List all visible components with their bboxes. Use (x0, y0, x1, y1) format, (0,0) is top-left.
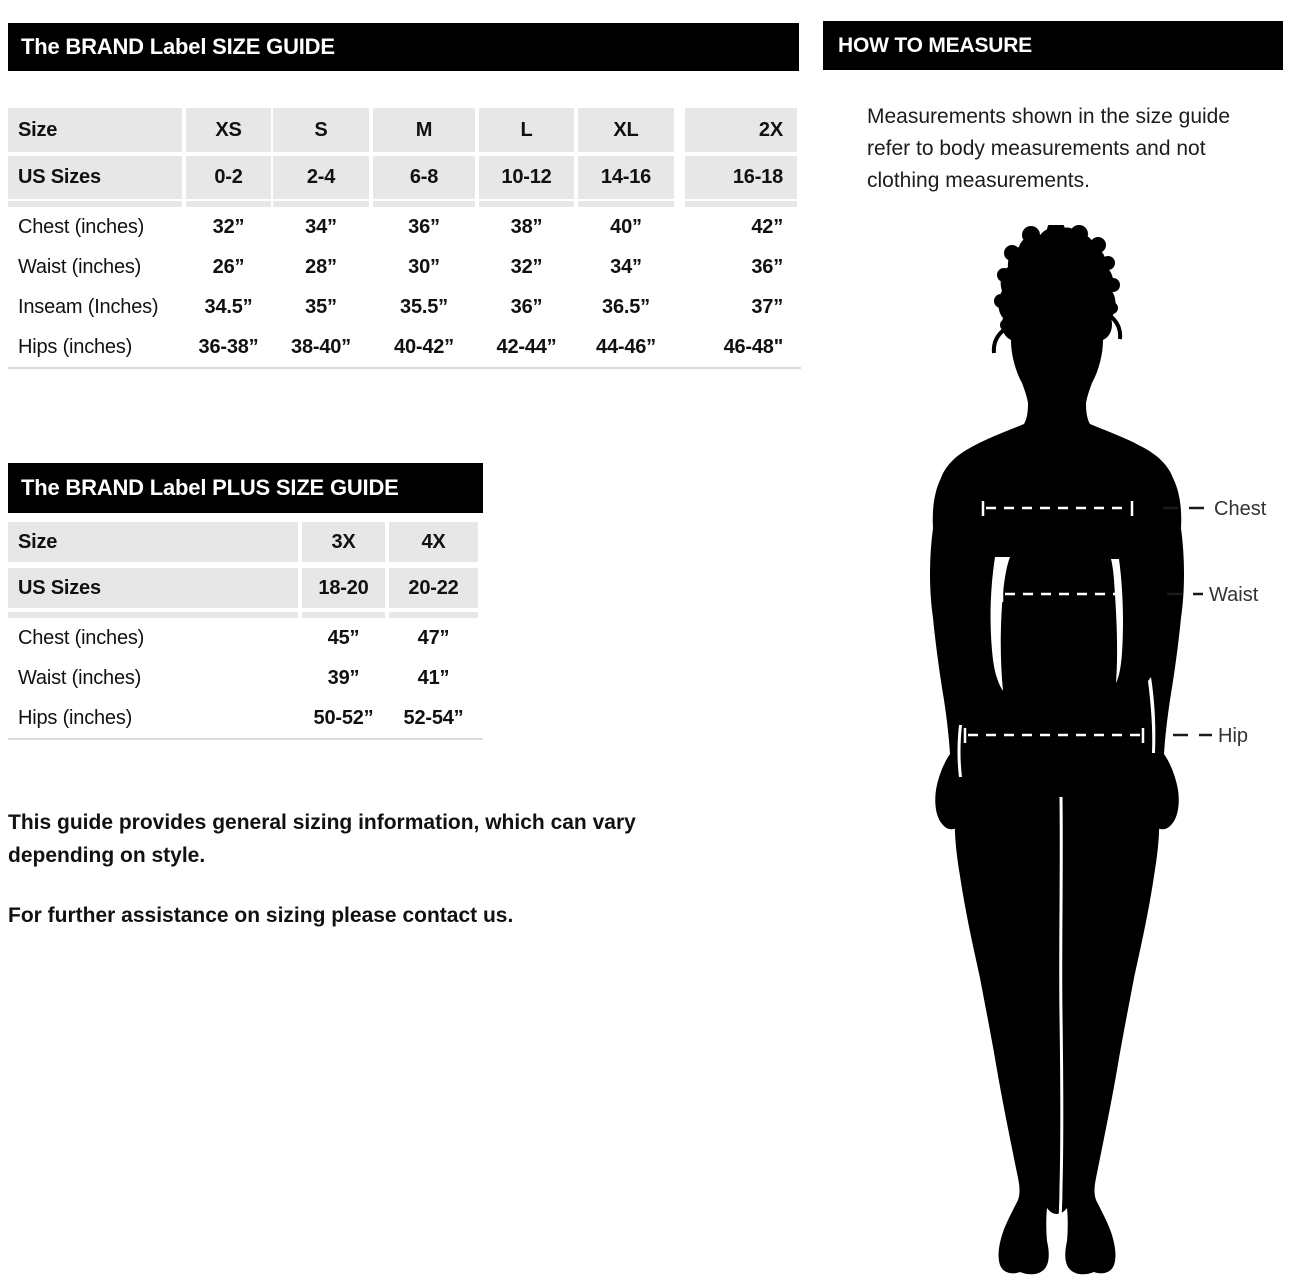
size-guide-title-bar (8, 23, 799, 71)
cell: 42” (751, 215, 783, 238)
cell: 36” (751, 255, 783, 278)
cell: 10-12 (479, 156, 574, 199)
cell: 35” (305, 295, 337, 318)
hip-label: Hip (1218, 725, 1249, 747)
cell: 47” (417, 626, 450, 649)
cell: 40” (610, 215, 642, 238)
cell: 39” (327, 666, 360, 689)
row-label: Inseam (Inches) (18, 295, 159, 318)
measure-description (867, 101, 1297, 197)
how-to-measure-title-bar (823, 21, 1283, 70)
cell: 28” (305, 255, 337, 278)
table-bottom-border (8, 738, 483, 740)
cell: 34” (610, 255, 642, 278)
cell: 34.5” (204, 295, 253, 318)
waist-label: Waist (1209, 584, 1259, 606)
cell: 36-38” (198, 335, 259, 358)
cell: 37” (751, 295, 783, 318)
header-cell: Size (8, 108, 182, 152)
cell: 45” (327, 626, 360, 649)
cell: 50-52” (313, 706, 374, 729)
chest-row (8, 618, 483, 658)
body-silhouette-figure (915, 225, 1305, 1282)
cell: 16-18 (685, 156, 797, 199)
header-cell: Size (8, 522, 298, 562)
size-guide-table (8, 108, 801, 367)
header-cell: M (373, 108, 475, 152)
plus-size-guide-title: The BRAND Label PLUS SIZE GUIDE (21, 475, 399, 500)
header-cell: 4X (389, 522, 478, 562)
size-header-row (8, 522, 483, 562)
plus-size-guide-table (8, 522, 483, 738)
cell: 2-4 (273, 156, 369, 199)
plus-size-guide-title-bar (8, 463, 483, 513)
inseam-row (8, 287, 801, 327)
header-cell: 3X (302, 522, 385, 562)
hair-wisp (994, 329, 1005, 353)
us-sizes-row (8, 568, 483, 608)
cell: 38” (510, 215, 543, 238)
cell: 42-44” (496, 335, 557, 358)
measure-description-line: Measurements shown in the size guide (867, 105, 1231, 128)
hips-row (8, 327, 801, 367)
header-cell: XL (578, 108, 674, 152)
measure-description-line: clothing measurements. (867, 169, 1090, 192)
table-bottom-border (8, 367, 801, 369)
header-cell: XS (186, 108, 271, 152)
size-header-row (8, 108, 801, 152)
cell: 41” (417, 666, 450, 689)
cell: 35.5” (400, 295, 448, 318)
cell: 6-8 (373, 156, 475, 199)
cell: 44-46” (596, 335, 656, 358)
cell: 26” (212, 255, 245, 278)
row-label: Chest (inches) (18, 626, 145, 649)
cell: 20-22 (389, 568, 478, 608)
body-silhouette (930, 225, 1184, 1274)
how-to-measure-title: HOW TO MEASURE (838, 33, 1032, 57)
chest-label: Chest (1214, 498, 1267, 520)
header-cell: S (273, 108, 369, 152)
cell: 36” (408, 215, 440, 238)
sizing-note-line: This guide provides general sizing information, which can vary (8, 811, 636, 834)
cell: 38-40” (291, 335, 351, 358)
size-guide-title: The BRAND Label SIZE GUIDE (21, 34, 335, 59)
row-label: US Sizes (8, 568, 298, 608)
cell: 30” (408, 255, 440, 278)
cell: 34” (305, 215, 337, 238)
row-label: Chest (inches) (18, 215, 145, 238)
header-cell: 2X (685, 108, 797, 152)
row-label: Hips (inches) (18, 335, 133, 358)
header-cell: L (479, 108, 574, 152)
hips-row (8, 698, 483, 738)
waist-row (8, 658, 483, 698)
cell: 18-20 (302, 568, 385, 608)
measure-description-line: refer to body measurements and not (867, 137, 1206, 160)
row-label: Waist (inches) (18, 666, 142, 689)
waist-row (8, 247, 801, 287)
cell: 36” (510, 295, 543, 318)
cell: 52-54” (403, 706, 464, 729)
sizing-note-line: depending on style. (8, 844, 206, 867)
cell: 36.5” (602, 295, 650, 318)
cell: 46-48" (723, 335, 783, 358)
body-outline (930, 228, 1184, 1275)
sizing-note (8, 806, 708, 872)
chest-row (8, 207, 801, 247)
cell: 0-2 (186, 156, 271, 199)
row-label: Waist (inches) (18, 255, 142, 278)
us-sizes-row (8, 156, 801, 199)
row-label: US Sizes (8, 156, 182, 199)
cell: 40-42” (394, 335, 454, 358)
row-label: Hips (inches) (18, 706, 133, 729)
cell: 32” (510, 255, 543, 278)
assistance-note (8, 899, 708, 932)
cell: 14-16 (578, 156, 674, 199)
cell: 32” (212, 215, 245, 238)
assistance-note-line: For further assistance on sizing please contact us. (8, 904, 514, 927)
